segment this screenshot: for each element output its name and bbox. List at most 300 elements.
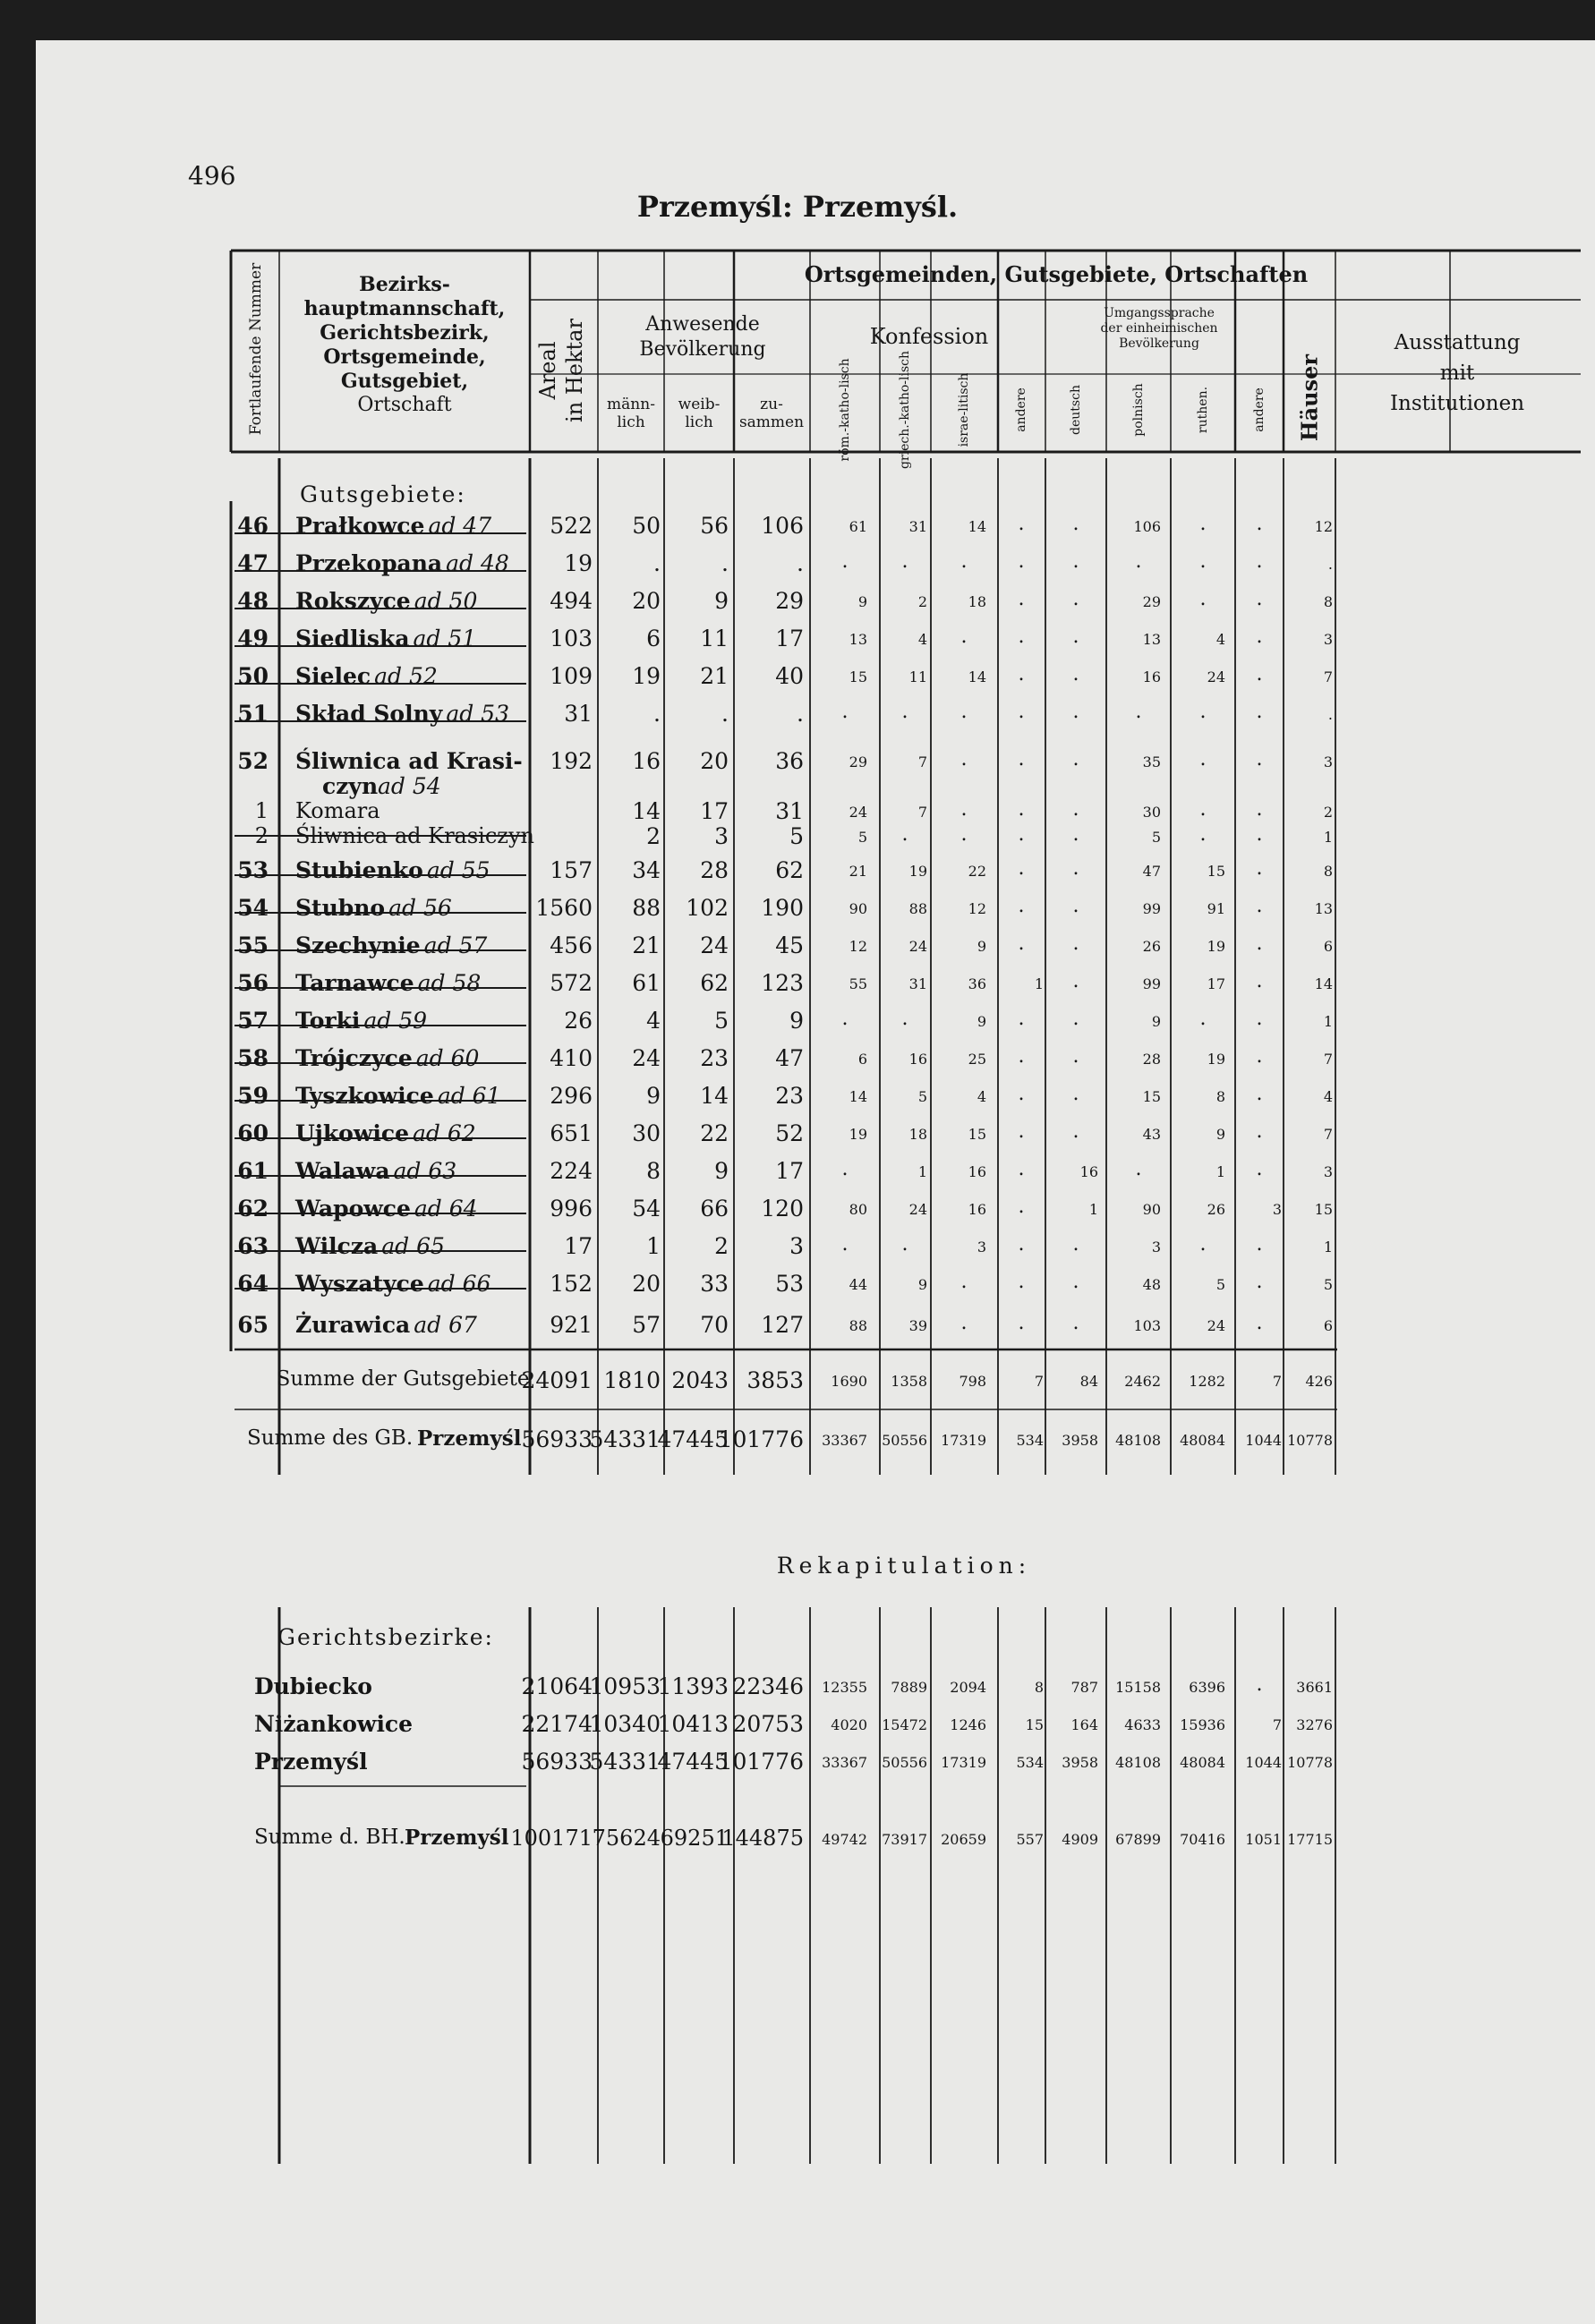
value-cell: 103 [1133,1317,1161,1334]
value-cell: 31 [775,798,804,824]
value-cell: 24 [849,804,867,821]
value-cell: 1044 [1245,1432,1282,1449]
value-cell: 9 [646,1083,661,1109]
lfd-number: 59 [237,1083,269,1109]
lfd-number: 65 [237,1312,269,1338]
value-cell: . [1256,550,1263,573]
summe-gb-label: Summe des GB. [247,1426,414,1450]
ad-reference: ad 53 [446,701,509,727]
value-cell: 572 [550,970,593,996]
lfd-number: 55 [237,932,269,958]
value-cell: . [1256,1233,1263,1256]
haeuser-value: 4 [1323,1088,1333,1105]
summe-gb-name: Przemyśl [417,1426,522,1451]
value-cell: . [1072,1233,1079,1256]
value-cell: 18 [968,593,986,610]
name-header-line: Ortschaft [357,394,452,416]
value-cell: 39 [908,1317,927,1334]
konfession-column-header: röm.-katho-lisch [838,358,852,462]
value-cell: 10340 [589,1711,661,1737]
value-cell: . [1256,1008,1263,1030]
ortschaft-number: 2 [254,823,269,848]
sprache-column-header: polnisch [1131,383,1146,437]
ad-reference: ad 63 [393,1158,457,1184]
value-cell: 47 [1142,863,1161,880]
value-cell: 28 [1142,1051,1161,1068]
value-cell: 44 [849,1276,867,1293]
value-cell: 88 [632,895,661,921]
value-cell: . [1018,895,1025,917]
value-cell: . [1072,1120,1079,1143]
value-cell: . [1199,823,1207,846]
value-cell: . [1199,798,1207,821]
value-cell: 45 [775,932,804,958]
value-cell: 88 [908,900,927,917]
value-cell: 90 [1142,1201,1161,1218]
haeuser-value: 7 [1323,1126,1333,1143]
value-cell: 22346 [732,1673,804,1699]
value-cell: 9 [1151,1013,1161,1030]
value-cell: 14 [700,1083,729,1109]
value-cell: 17319 [941,1754,986,1771]
value-cell: . [1072,701,1079,723]
value-cell: 48084 [1180,1432,1225,1449]
page-title: Przemyśl: Przemyśl. [636,190,959,224]
value-cell: 9 [714,588,729,614]
value-cell: 88 [849,1317,867,1334]
value-cell: . [1199,1233,1207,1256]
weiblich-header: lich [685,413,713,431]
areal-header: in Hektar [562,319,587,422]
value-cell: 4020 [831,1716,867,1733]
value-cell: 17 [775,1158,804,1184]
value-cell: 12355 [822,1679,867,1696]
value-cell: 100171 [510,1826,593,1851]
value-cell: 50556 [882,1754,927,1771]
value-cell: 54331 [589,1749,661,1775]
gutsgebiet-name: Wapowce [295,1196,411,1222]
value-cell: 3 [789,1233,804,1259]
value-cell: . [1256,513,1263,535]
value-cell: . [1018,550,1025,573]
value-cell: 1560 [535,895,593,921]
gutsgebiet-name: Przekopana [295,550,443,576]
haeuser-value: 5 [1323,1276,1333,1293]
lfd-header: Fortlaufende Nummer [247,262,265,436]
value-cell: 9 [977,1013,986,1030]
value-cell: 19 [1207,938,1225,955]
value-cell: . [1135,701,1142,723]
value-cell: 49742 [822,1831,867,1848]
lfd-number: 54 [237,895,269,921]
value-cell: 52 [775,1120,804,1146]
value-cell: 410 [550,1045,593,1071]
gutsgebiet-name: Wilcza [295,1233,379,1259]
value-cell: 47445 [657,1426,729,1452]
value-cell: 1810 [603,1367,661,1393]
value-cell: 19 [564,550,593,576]
value-cell: 66 [700,1196,729,1222]
value-cell: 21 [700,663,729,689]
value-cell: 17 [775,626,804,651]
value-cell: 152 [550,1271,593,1297]
value-cell: . [1018,748,1025,770]
value-cell: 5 [857,829,867,846]
value-cell: . [960,550,968,573]
value-cell: 30 [632,1120,661,1146]
value-cell: . [1018,1120,1025,1143]
value-cell: . [1256,823,1263,846]
value-cell: . [721,701,729,727]
value-cell: 20 [700,748,729,774]
value-cell: . [1072,857,1079,880]
ad-reference: ad 47 [428,513,492,539]
rekapitulation-title: Rekapitulation: [776,1553,1032,1579]
value-cell: 24 [908,938,927,955]
value-cell: 80 [849,1201,867,1218]
summe-bh-label: Summe d. BH. [254,1826,405,1849]
value-cell: 190 [761,895,804,921]
lfd-number: 49 [237,626,269,651]
sprache-column-header: deutsch [1069,385,1083,435]
value-cell: 75624 [592,1826,661,1851]
value-cell: 24 [700,932,729,958]
value-cell: 18 [908,1126,927,1143]
value-cell: 54331 [589,1426,661,1452]
value-cell: 10413 [657,1711,729,1737]
value-cell: . [1199,701,1207,723]
value-cell: . [901,823,908,846]
value-cell: 16 [908,1051,927,1068]
value-cell: . [1072,1008,1079,1030]
value-cell: 9 [1215,1126,1225,1143]
lfd-number: 48 [237,588,269,614]
value-cell: . [960,1312,968,1334]
ad-reference: ad 66 [427,1271,491,1297]
sprache-column-header: andere [1252,387,1267,432]
value-cell: . [1135,1158,1142,1180]
summe-gutsgebiete-label: Summe der Gutsgebiete [276,1367,530,1391]
value-cell: 29 [775,588,804,614]
value-cell: 9 [857,593,867,610]
value-cell: 2462 [1124,1373,1161,1390]
value-cell: 296 [550,1083,593,1109]
value-cell: 9 [977,938,986,955]
value-cell: 106 [761,513,804,539]
ad-reference: ad 52 [374,663,438,689]
value-cell: . [901,1008,908,1030]
value-cell: . [1018,857,1025,880]
value-cell: . [1072,932,1079,955]
value-cell: 19 [849,1126,867,1143]
value-cell: 20 [632,588,661,614]
haeuser-value: . [1327,556,1333,573]
value-cell: 798 [959,1373,986,1390]
gutsgebiet-name: Szechynie [295,932,421,958]
gerichtsbezirk-name: Niżankowice [254,1711,414,1737]
value-cell: 7 [1272,1716,1282,1733]
value-cell: 16 [968,1163,986,1180]
value-cell: 7 [1272,1373,1282,1390]
value-cell: . [1018,513,1025,535]
value-cell: 62 [700,970,729,996]
value-cell: 164 [1070,1716,1098,1733]
haeuser-value: 3 [1323,1163,1333,1180]
value-cell: 2 [917,593,927,610]
lfd-number: 53 [237,857,269,883]
value-cell: . [1018,1008,1025,1030]
value-cell: . [1256,1045,1263,1068]
value-cell: 4 [1215,631,1225,648]
value-cell: 29 [849,753,867,770]
value-cell: 15 [849,668,867,685]
value-cell: 103 [550,626,593,651]
value-cell: . [1018,1196,1025,1218]
value-cell: 5 [1151,829,1161,846]
value-cell: 6 [646,626,661,651]
value-cell: 20 [632,1271,661,1297]
lfd-number: 56 [237,970,269,996]
name-header-line: hauptmannschaft, [303,297,506,320]
value-cell: 14 [632,798,661,824]
value-cell: . [901,701,908,723]
bevoelkerung-header: Anwesende [645,313,760,336]
value-cell: 15936 [1180,1716,1225,1733]
value-cell: . [1018,1233,1025,1256]
value-cell: 36 [968,975,986,992]
value-cell: . [901,1233,908,1256]
ad-reference: ad 55 [426,857,490,883]
lfd-number: 52 [237,748,269,774]
value-cell: . [1199,513,1207,535]
value-cell: 48108 [1115,1754,1161,1771]
name-header-line: Ortsgemeinde, [323,345,486,369]
value-cell: 15 [1025,1716,1044,1733]
value-cell: . [1199,748,1207,770]
name-header-line: Gutsgebiet, [340,370,469,393]
value-cell: . [1072,626,1079,648]
value-cell: 9 [789,1008,804,1034]
ortschaft-name: Śliwnica ad Krasiczyn [295,823,534,848]
section-gap [269,1475,1343,1607]
haeuser-value: 10778 [1287,1432,1333,1449]
value-cell: 16 [968,1201,986,1218]
lfd-number: 62 [237,1196,269,1222]
ausstattung-header: Institutionen [1389,392,1525,415]
name-header-line: Gerichtsbezirk, [320,321,490,345]
value-cell: 1051 [1245,1831,1282,1848]
value-cell: . [1256,970,1263,992]
value-cell: . [841,701,849,723]
lfd-number: 51 [237,701,269,727]
value-cell: . [1256,857,1263,880]
value-cell: . [1072,798,1079,821]
value-cell: 3 [1151,1239,1161,1256]
value-cell: . [1256,932,1263,955]
lfd-number: 47 [237,550,269,576]
haeuser-value: 7 [1323,668,1333,685]
haeuser-value: 8 [1323,863,1333,880]
haeuser-value: . [1327,706,1333,723]
value-cell: 70 [700,1312,729,1338]
value-cell: 1358 [891,1373,927,1390]
value-cell: 651 [550,1120,593,1146]
value-cell: 50556 [882,1432,927,1449]
value-cell: . [1256,701,1263,723]
areal-header: Areal [535,341,560,400]
value-cell: 31 [908,518,927,535]
value-cell: . [1072,1045,1079,1068]
value-cell: 4 [646,1008,661,1034]
value-cell: 21 [849,863,867,880]
value-cell: . [1135,550,1142,573]
value-cell: 8 [1215,1088,1225,1105]
bevoelkerung-header: Bevölkerung [639,338,766,361]
value-cell: 54 [632,1196,661,1222]
value-cell: 69251 [660,1826,729,1851]
section-label: Gutsgebiete: [300,481,466,507]
value-cell: 3 [1272,1201,1282,1218]
maennlich-header: lich [617,413,645,431]
value-cell: 5 [714,1008,729,1034]
value-cell: 99 [1142,975,1161,992]
haeuser-value: 10778 [1287,1754,1333,1771]
value-cell: . [1018,701,1025,723]
value-cell: 534 [1016,1754,1044,1771]
value-cell: . [797,701,804,727]
value-cell: . [960,823,968,846]
gutsgebiet-name: Stubienko [295,857,423,883]
value-cell: . [1018,588,1025,610]
value-cell: 16 [1142,668,1161,685]
konfession-column-header: griech.-katho-lisch [898,350,912,470]
konfession-header: Konfession [869,324,989,349]
value-cell: 50 [632,513,661,539]
value-cell: . [1256,663,1263,685]
value-cell: 21064 [521,1673,593,1699]
value-cell: 14 [849,1088,867,1105]
value-cell: 3958 [1062,1432,1098,1449]
value-cell: 33367 [822,1754,867,1771]
group-header: Ortsgemeinden, Gutsgebiete, Ortschaften [804,261,1309,287]
value-cell: 224 [550,1158,593,1184]
value-cell: 15158 [1115,1679,1161,1696]
value-cell: 40 [775,663,804,689]
value-cell: . [1018,823,1025,846]
value-cell: 61 [632,970,661,996]
value-cell: 15 [1207,863,1225,880]
value-cell: . [1072,588,1079,610]
value-cell: 15472 [882,1716,927,1733]
value-cell: 53 [775,1271,804,1297]
value-cell: 12 [849,938,867,955]
value-cell: 31 [564,701,593,727]
gutsgebiet-name: Trójczyce [295,1045,413,1071]
value-cell: 3958 [1062,1754,1098,1771]
haeuser-value: 13 [1314,900,1333,917]
name-header-line: Bezirks- [359,273,450,296]
value-cell: 921 [550,1312,593,1338]
value-cell: 127 [761,1312,804,1338]
value-cell: . [1256,1271,1263,1293]
lfd-number: 61 [237,1158,269,1184]
value-cell: . [1199,588,1207,610]
gutsgebiet-name: Rokszyce [295,588,411,614]
value-cell: 11393 [657,1673,729,1699]
value-cell: 25 [968,1051,986,1068]
value-cell: 120 [761,1196,804,1222]
gutsgebiet-name: Walawa [295,1158,390,1184]
value-cell: 494 [550,588,593,614]
value-cell: . [1256,1158,1263,1180]
value-cell: 7 [917,804,927,821]
page-number: 496 [188,161,236,191]
value-cell: 101776 [718,1749,804,1775]
value-cell: 23 [700,1045,729,1071]
value-cell: 1 [1034,975,1044,992]
value-cell: . [721,550,729,576]
value-cell: . [1256,798,1263,821]
value-cell: 157 [550,857,593,883]
value-cell: 22 [968,863,986,880]
value-cell: 13 [849,631,867,648]
gutsgebiet-name: Tarnawce [295,970,414,996]
haeuser-value: 426 [1305,1373,1333,1390]
value-cell: 5 [917,1088,927,1105]
ad-reference: ad 61 [437,1083,501,1109]
gerichtsbezirk-name: Przemyśl [254,1749,368,1775]
value-cell: 19 [632,663,661,689]
value-cell: 996 [550,1196,593,1222]
value-cell: . [1072,513,1079,535]
value-cell: 8 [1034,1679,1044,1696]
value-cell: . [1072,970,1079,992]
gutsgebiet-name: Ujkowice [295,1120,409,1146]
value-cell: . [1072,823,1079,846]
value-cell: 48084 [1180,1754,1225,1771]
value-cell: 5 [789,823,804,849]
value-cell: . [1256,1083,1263,1105]
value-cell: 48108 [1115,1432,1161,1449]
value-cell: 101776 [718,1426,804,1452]
value-cell: 7889 [891,1679,927,1696]
value-cell: 16 [1079,1163,1098,1180]
haeuser-value: 1 [1323,1239,1333,1256]
value-cell: 26 [564,1008,593,1034]
value-cell: . [653,701,661,727]
value-cell: 123 [761,970,804,996]
value-cell: 13 [1142,631,1161,648]
zusammen-header: sammen [738,413,805,431]
value-cell: . [1018,626,1025,648]
ortschaft-name: Komara [295,798,380,823]
value-cell: 26 [1207,1201,1225,1218]
value-cell: . [960,748,968,770]
value-cell: 7 [917,753,927,770]
value-cell: 9 [714,1158,729,1184]
value-cell: 21 [632,932,661,958]
value-cell: . [960,701,968,723]
value-cell: . [1072,550,1079,573]
value-cell: 3 [977,1239,986,1256]
value-cell: . [960,1271,968,1293]
ad-reference: ad 60 [415,1045,480,1071]
value-cell: 24091 [521,1367,593,1393]
ad-reference: ad 51 [413,626,477,651]
maennlich-header: männ- [607,396,655,413]
value-cell: 8 [646,1158,661,1184]
sprache-column-header: ruthen. [1196,386,1210,434]
